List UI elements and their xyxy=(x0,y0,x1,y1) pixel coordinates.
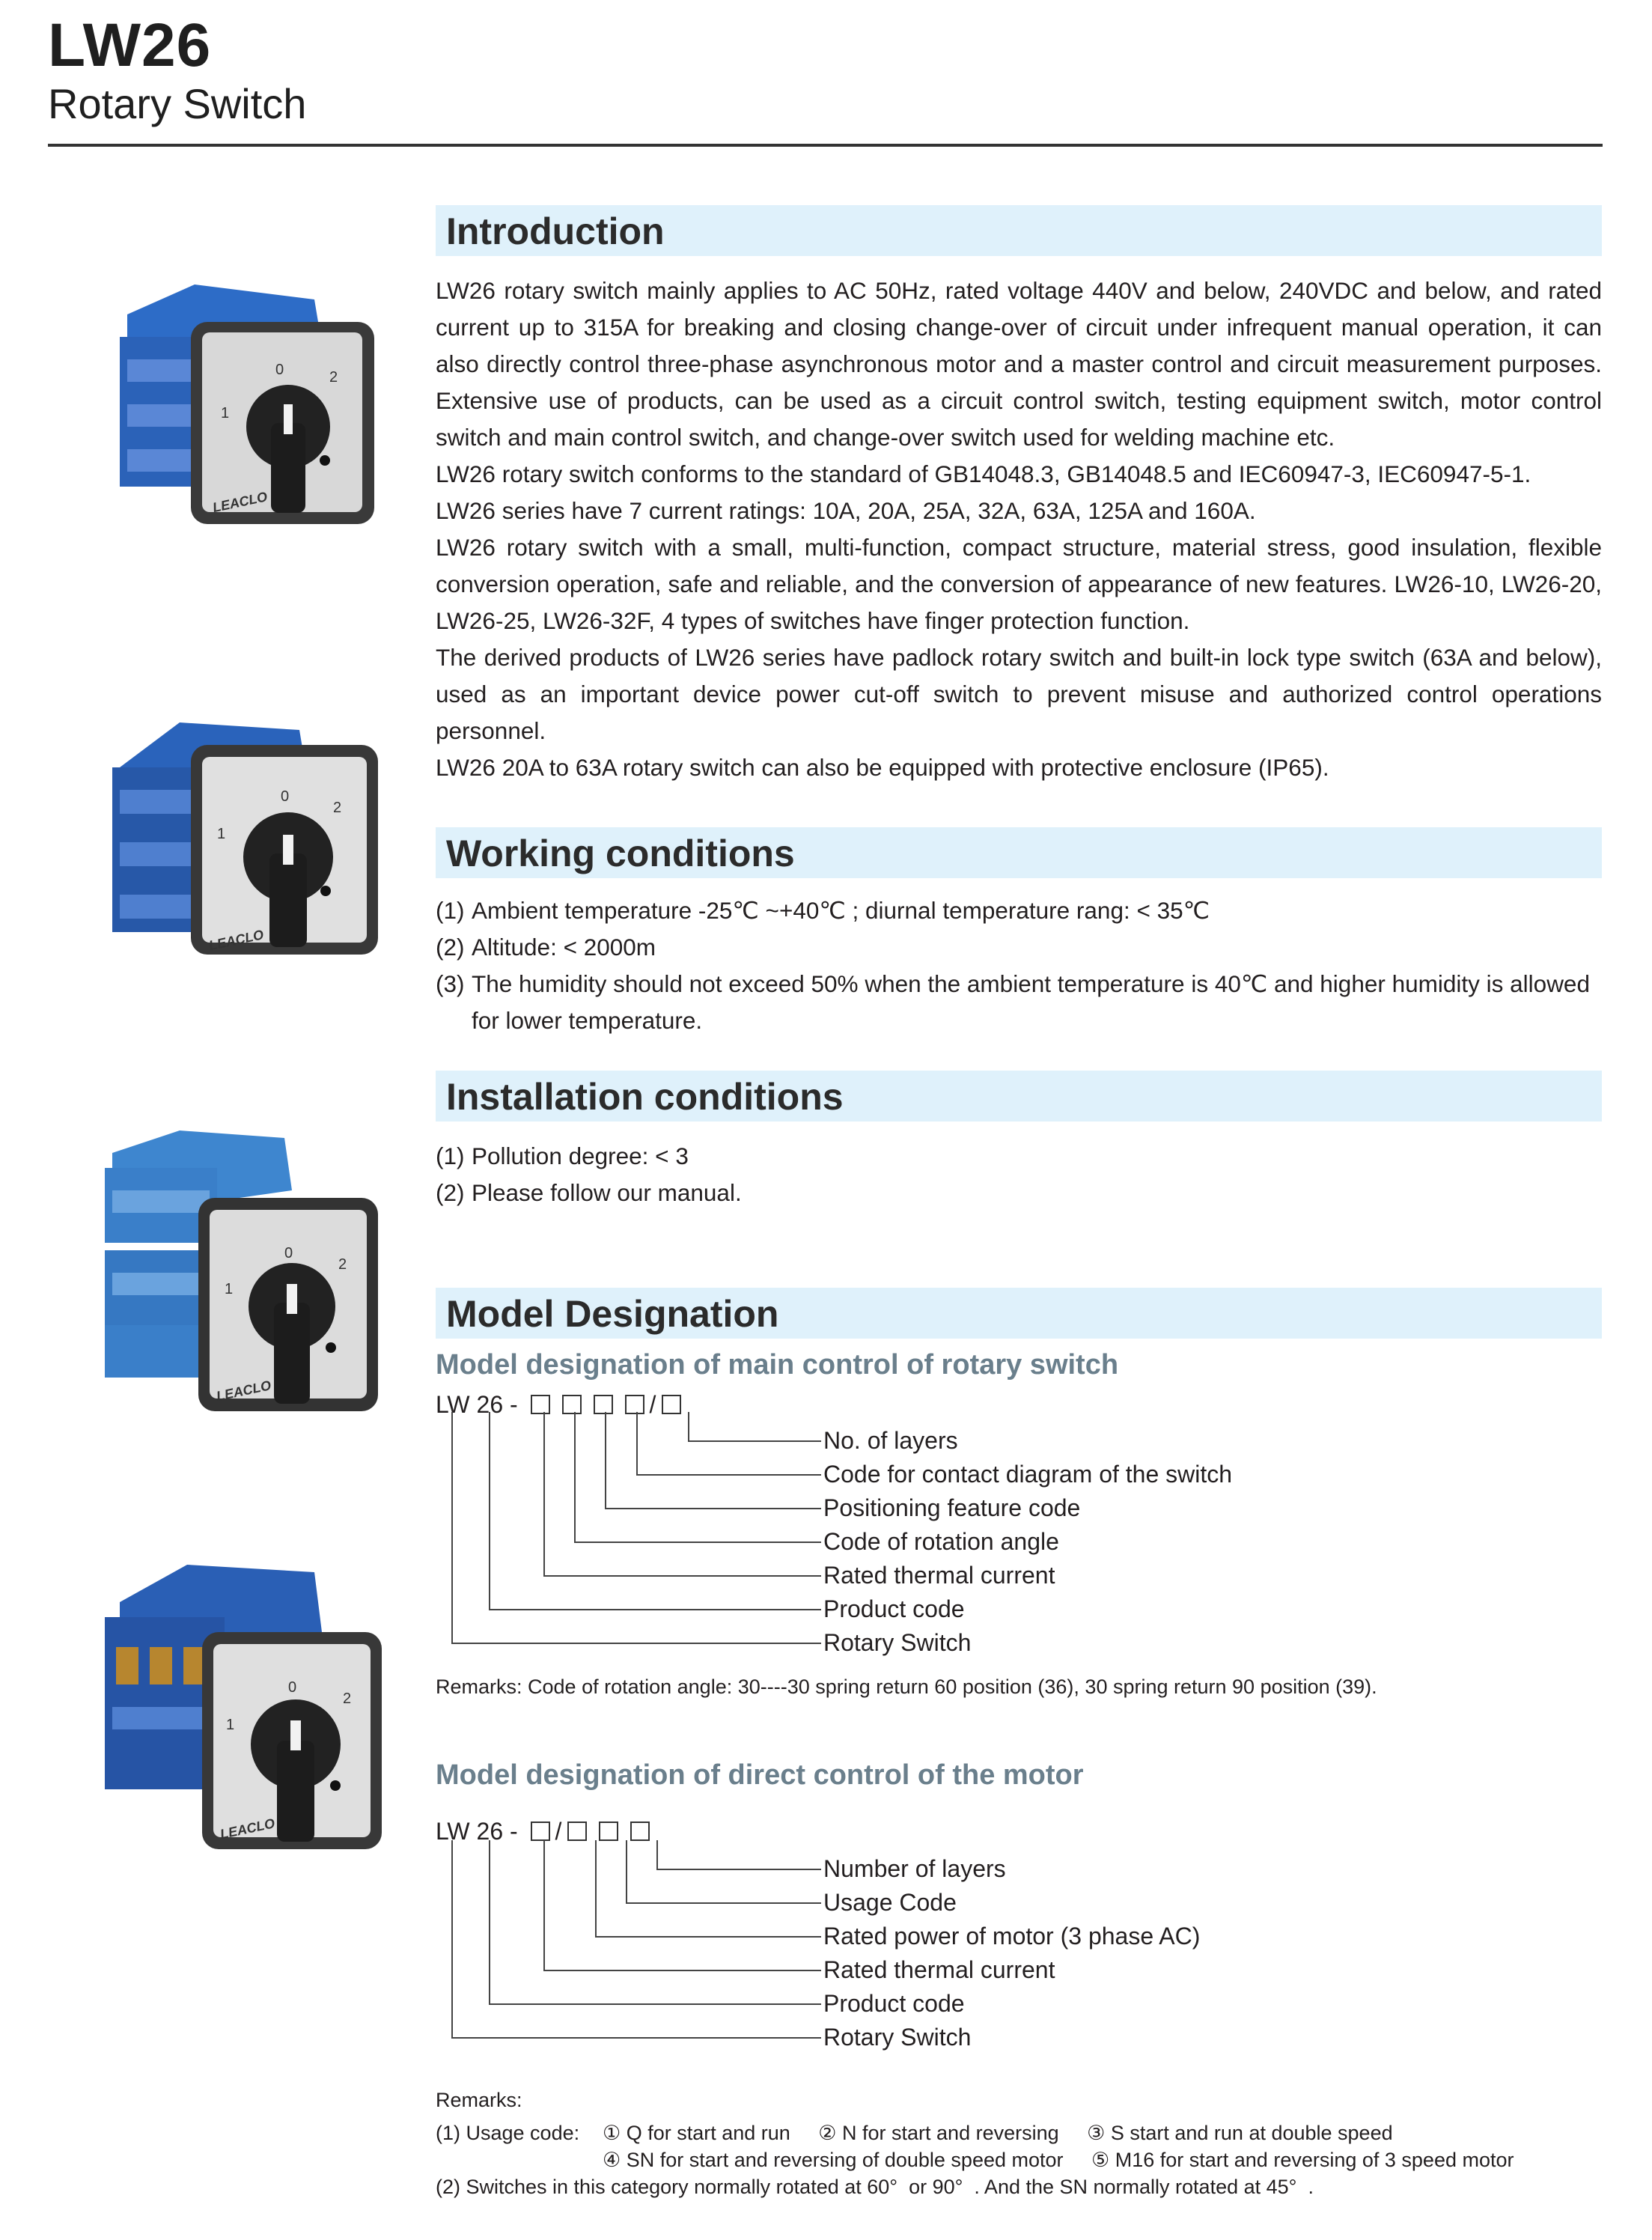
designation-label: No. of layers xyxy=(823,1427,958,1454)
list-item xyxy=(436,1138,1602,1175)
rotation-note: (2) Switches in this category normally rotated at 60° or 90° . And the SN normally rotated at 45° . xyxy=(436,2176,1314,2198)
item-number: (3) xyxy=(436,970,465,997)
dial-mark-2: 2 xyxy=(333,800,342,816)
dial-mark-2: 2 xyxy=(343,1690,352,1707)
designation-label: Code of rotation angle xyxy=(823,1528,1059,1555)
installation-conditions-list xyxy=(436,1138,1602,1211)
section-title: Model Designation xyxy=(446,1293,779,1335)
page-title: LW26 xyxy=(48,11,212,79)
designation-label: Rotary Switch xyxy=(823,2024,972,2051)
section-header-working xyxy=(436,827,1602,878)
dial-mark-1: 1 xyxy=(226,1717,235,1733)
section-title: Introduction xyxy=(446,210,665,252)
dial-mark-0: 0 xyxy=(284,1245,293,1261)
item-number: (1) xyxy=(436,1142,465,1169)
designation-label: Rated power of motor (3 phase AC) xyxy=(823,1923,1201,1950)
item-text: The humidity should not exceed 50% when the ambient temperature is 40℃ and higher humidity is allowed for lower temperature. xyxy=(472,970,1590,1034)
brand-logo-2: LEACLO xyxy=(207,927,265,954)
remarks-title: Remarks: xyxy=(436,2089,522,2111)
intro-paragraph: LW26 rotary switch with a small, multi-function, compact structure, material stress, good insulation, flexible conversion operation, safe and reliable, and the conversion of appearance of new features. LW26-10, LW26-20, LW26-25, LW26-32F, 4 types of switches have finger protection function. xyxy=(436,534,1602,634)
dial-mark-1: 1 xyxy=(221,405,230,421)
motor-designation-lines xyxy=(436,1836,825,2053)
designation-label: Code for contact diagram of the switch xyxy=(823,1461,1233,1488)
main-remark: Remarks: Code of rotation angle: 30----30 spring return 60 position (36), 30 spring return 90 position (39). xyxy=(436,1676,1377,1698)
item-text: Altitude: < 2000m xyxy=(472,934,656,961)
item-text: Please follow our manual. xyxy=(472,1179,742,1206)
code-prefix: LW 26 - xyxy=(436,1818,518,1845)
list-item xyxy=(436,892,1602,929)
introduction-text xyxy=(436,273,1602,786)
code-separator: / xyxy=(649,1391,656,1418)
brand-logo-3: LEACLO xyxy=(215,1378,272,1404)
section-header-installation xyxy=(436,1071,1602,1121)
item-number: (2) xyxy=(436,934,465,961)
motor-control-subheading: Model designation of direct control of the motor xyxy=(436,1759,1084,1791)
intro-paragraph: The derived products of LW26 series have padlock rotary switch and built-in lock type switch (63A and below), used as an important device power cut-off switch to prevent misuse and authorized control operations personnel. xyxy=(436,644,1602,744)
section-title: Working conditions xyxy=(446,833,795,874)
code-separator: / xyxy=(555,1818,562,1845)
list-item xyxy=(436,966,1602,1039)
main-control-subheading: Model designation of main control of rotary switch xyxy=(436,1349,1119,1381)
dial-mark-2: 2 xyxy=(338,1256,347,1273)
designation-label: Rated thermal current xyxy=(823,1562,1055,1589)
designation-label: Rated thermal current xyxy=(823,1956,1055,1983)
dial-mark-2: 2 xyxy=(329,369,338,386)
code-prefix: LW 26 - xyxy=(436,1391,518,1418)
designation-label: Product code xyxy=(823,1595,965,1622)
dial-mark-1: 1 xyxy=(217,826,226,842)
designation-label: Usage Code xyxy=(823,1889,957,1916)
item-text: Ambient temperature -25℃ ~+40℃ ; diurnal temperature rang: < 35℃ xyxy=(472,897,1210,924)
usage-code-line-2: ④ SN for start and reversing of double speed motor ⑤ M16 for start and reversing of 3 speed motor xyxy=(603,2149,1514,2171)
designation-label: Product code xyxy=(823,1990,965,2017)
designation-label: Rotary Switch xyxy=(823,1629,972,1656)
intro-paragraph: LW26 20A to 63A rotary switch can also be equipped with protective enclosure (IP65). xyxy=(436,754,1329,781)
list-item xyxy=(436,929,1602,966)
intro-paragraph: LW26 series have 7 current ratings: 10A, 20A, 25A, 32A, 63A, 125A and 160A. xyxy=(436,497,1256,524)
title-divider xyxy=(48,144,1603,147)
product-photo-2 xyxy=(97,707,389,984)
intro-paragraph: LW26 rotary switch conforms to the standard of GB14048.3, GB14048.5 and IEC60947-3, IEC60947-5-1. xyxy=(436,460,1531,487)
working-conditions-list xyxy=(436,892,1602,1039)
item-text: Pollution degree: < 3 xyxy=(472,1142,689,1169)
usage-code-label: (1) Usage code: xyxy=(436,2122,580,2144)
dial-mark-1: 1 xyxy=(225,1281,234,1297)
designation-label: Positioning feature code xyxy=(823,1494,1081,1521)
section-header-introduction xyxy=(436,205,1602,256)
dial-mark-0: 0 xyxy=(281,788,290,805)
dial-mark-0: 0 xyxy=(288,1679,297,1696)
designation-label: Number of layers xyxy=(823,1855,1006,1882)
dial-mark-0: 0 xyxy=(275,362,284,378)
product-photo-4 xyxy=(97,1557,389,1857)
brand-logo-4: LEACLO xyxy=(219,1816,276,1842)
page-subtitle: Rotary Switch xyxy=(48,80,307,127)
product-photo-3 xyxy=(97,1123,389,1422)
main-designation-lines xyxy=(436,1407,825,1655)
intro-paragraph: LW26 rotary switch mainly applies to AC 50Hz, rated voltage 440V and below, 240VDC and below, and rated current up to 315A for breaking and closing change-over of circuit under infrequent manual operation, it can also directly control three-phase asynchronous motor and a master control and circuit measurement purposes. Extensive use of products, can be used as a circuit control switch, testing equipment switch, motor control switch and main control switch, and change-over switch used for welding machine etc. xyxy=(436,277,1602,451)
brand-logo-1: LEACLO xyxy=(211,489,269,516)
list-item xyxy=(436,1175,1602,1211)
section-header-model xyxy=(436,1288,1602,1339)
item-number: (2) xyxy=(436,1179,465,1206)
item-number: (1) xyxy=(436,897,465,924)
section-title: Installation conditions xyxy=(446,1076,844,1118)
product-photo-1 xyxy=(97,270,389,539)
usage-code-line-1: ① Q for start and run ② N for start and reversing ③ S start and run at double speed xyxy=(603,2122,1393,2144)
